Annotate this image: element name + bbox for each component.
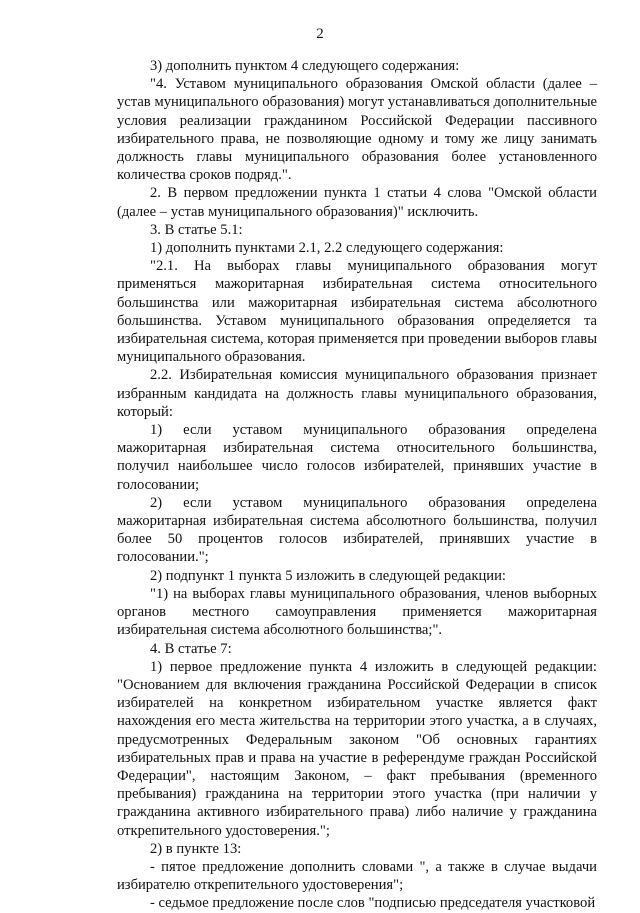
document-body [117, 57, 597, 913]
paragraph: 2.2. Избирательная комиссия муниципального образования признает избранным кандидата на должность главы муниципального образования, который: [117, 367, 597, 420]
paragraph: - седьмое предложение после слов "подписью председателя участковой [150, 895, 596, 912]
paragraph: "1) на выборах главы муниципального образования, членов выборных органов местного самоуправления применяется мажоритарная избирательная система абсолютного большинства;". [117, 585, 597, 639]
paragraph: "2.1. На выборах главы муниципального образования могут применяться мажоритарная избирательная система относительного большинства или мажоритарная избирательная система абсолютного большинства. Уставом муниципального образования определяется та избирательная система, которая применяется при проведении выборов главы муниципального образования. [117, 258, 597, 366]
page-number: 2 [316, 26, 324, 42]
paragraph: 1) если уставом муниципального образования определена мажоритарная избирательная система относительного большинства, получил наибольшее число голосов избирателей, принявших участие в голосовании; [117, 422, 597, 493]
paragraph: 1) дополнить пунктами 2.1, 2.2 следующего содержания: [150, 240, 504, 257]
paragraph: 3) дополнить пунктом 4 следующего содержания: [150, 58, 460, 74]
paragraph: 3. В статье 5.1: [150, 221, 243, 238]
paragraph: 2) в пункте 13: [150, 840, 242, 857]
paragraph: "4. Уставом муниципального образования Омской области (далее – устав муниципального образования) могут устанавливаться дополнительные условия реализации гражданином Российской Федерации пассивного избирательного права, не позволяющие одному и тому же лицу занимать должность главы муниципального образования более установленного количества сроков подряд.". [117, 76, 597, 184]
paragraph: 4. В статье 7: [150, 640, 232, 657]
paragraph: - пятое предложение дополнить словами ", а также в случае выдачи избирателю открепительного удостоверения"; [117, 858, 597, 894]
paragraph: 2. В первом предложении пункта 1 статьи 4 слова "Омской области (далее – устав муниципального образования)" исключить. [117, 185, 597, 220]
paragraph: 2) если уставом муниципального образования определена мажоритарная избирательная система абсолютного большинства, получил более 50 процентов голосов избирателей, принявших участие в голосовании."; [117, 494, 597, 566]
paragraph: 2) подпункт 1 пункта 5 изложить в следующей редакции: [150, 567, 506, 584]
paragraph: 1) первое предложение пункта 4 изложить в следующей редакции: "Основанием для включения гражданина Российской Федерации в список избирателей на конкретном избирательном участке является факт нахождения его места жительства на территории этого участка, а в случаях, предусмотренных Федеральным законом "Об основных гарантиях избирательных прав и права на участие в референдуме граждан Российской Федерации", настоящим Законом, – факт пребывания (временного пребывания) гражданина на территории этого участка (при наличии у гражданина активного избирательного права) либо наличие у гражданина открепительного удостоверения."; [117, 658, 597, 839]
